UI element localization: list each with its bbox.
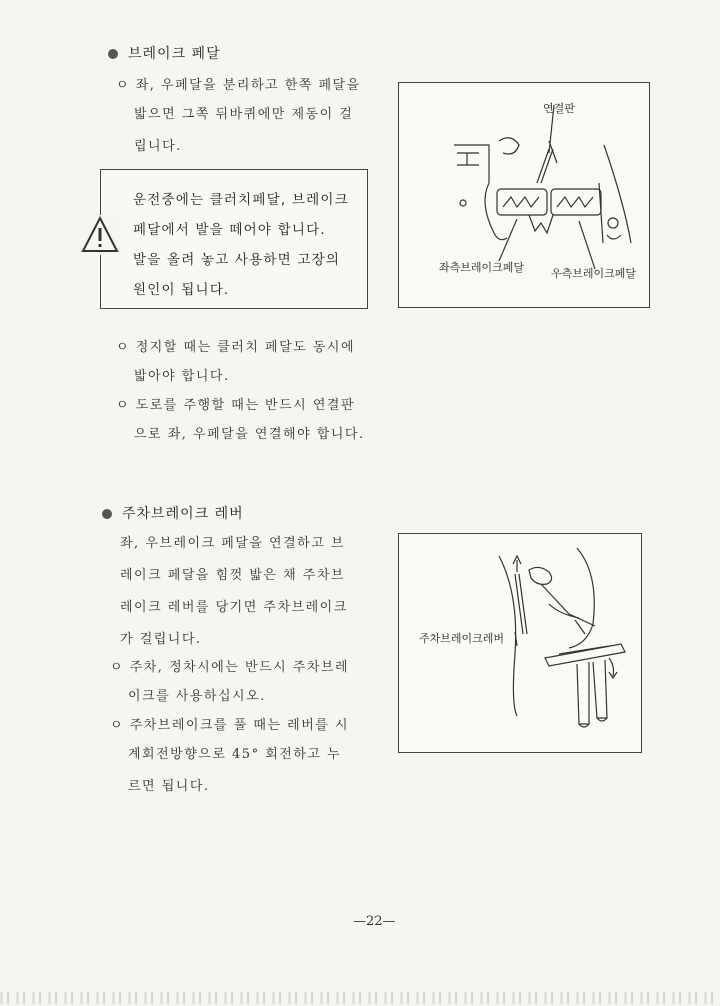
scan-edge-artifact xyxy=(0,992,720,1004)
parking-brake-lever-label: 주차브레이크레버 xyxy=(419,632,505,645)
page-number: —22— xyxy=(353,914,396,929)
bullet-dot-icon xyxy=(102,509,112,519)
parking-section-heading: 주차브레이크 레버 xyxy=(102,503,244,523)
left-brake-pedal-label: 좌측브레이크페달 xyxy=(439,261,525,274)
parking-bullet-1-cont: 이크를 사용하십시오. xyxy=(128,689,266,704)
parking-bullet-2: ㅇ 주차브레이크를 풀 때는 레버를 시 xyxy=(110,718,350,733)
brake-bullet-1-cont: 밟으면 그쪽 뒤바퀴에만 제동이 걸 립니다. xyxy=(134,107,354,154)
parking-brake-figure xyxy=(398,533,642,753)
parking-intro: 좌, 우브레이크 페달을 연결하고 브 레이크 페달을 힘껏 밟은 채 주차브 레이크 레버를 당기면 주차브레이크 가 걸립니다. xyxy=(120,536,348,647)
brake-pedal-figure xyxy=(398,82,650,308)
brake-bullet-3-cont: 으로 좌, 우페달을 연결해야 합니다. xyxy=(134,427,365,442)
parking-bullet-2-cont: 계회전방향으로 45° 회전하고 누 르면 됩니다. xyxy=(128,747,342,794)
brake-bullet-1: ㅇ 좌, 우페달을 분리하고 한쪽 페달을 xyxy=(116,78,361,93)
brake-bullet-3: ㅇ 도로를 주행할 때는 반드시 연결판 xyxy=(116,398,356,413)
connector-plate-label: 연결판 xyxy=(543,102,575,115)
warning-text: 운전중에는 클러치페달, 브레이크 페달에서 발을 떼어야 합니다. 발을 올려 놓고 사용하면 고장의 원인이 됩니다. xyxy=(133,192,349,298)
bullet-dot-icon xyxy=(108,49,118,59)
brake-section-heading: 브레이크 페달 xyxy=(108,43,221,63)
brake-bullet-2: ㅇ 정지할 때는 클러치 페달도 동시에 xyxy=(116,340,356,355)
parking-bullet-1: ㅇ 주차, 정차시에는 반드시 주차브레 xyxy=(110,660,350,675)
brake-bullet-2-cont: 밟아야 합니다. xyxy=(134,369,230,384)
right-brake-pedal-label: 우측브레이크페달 xyxy=(551,267,637,280)
warning-triangle-icon xyxy=(80,215,120,255)
